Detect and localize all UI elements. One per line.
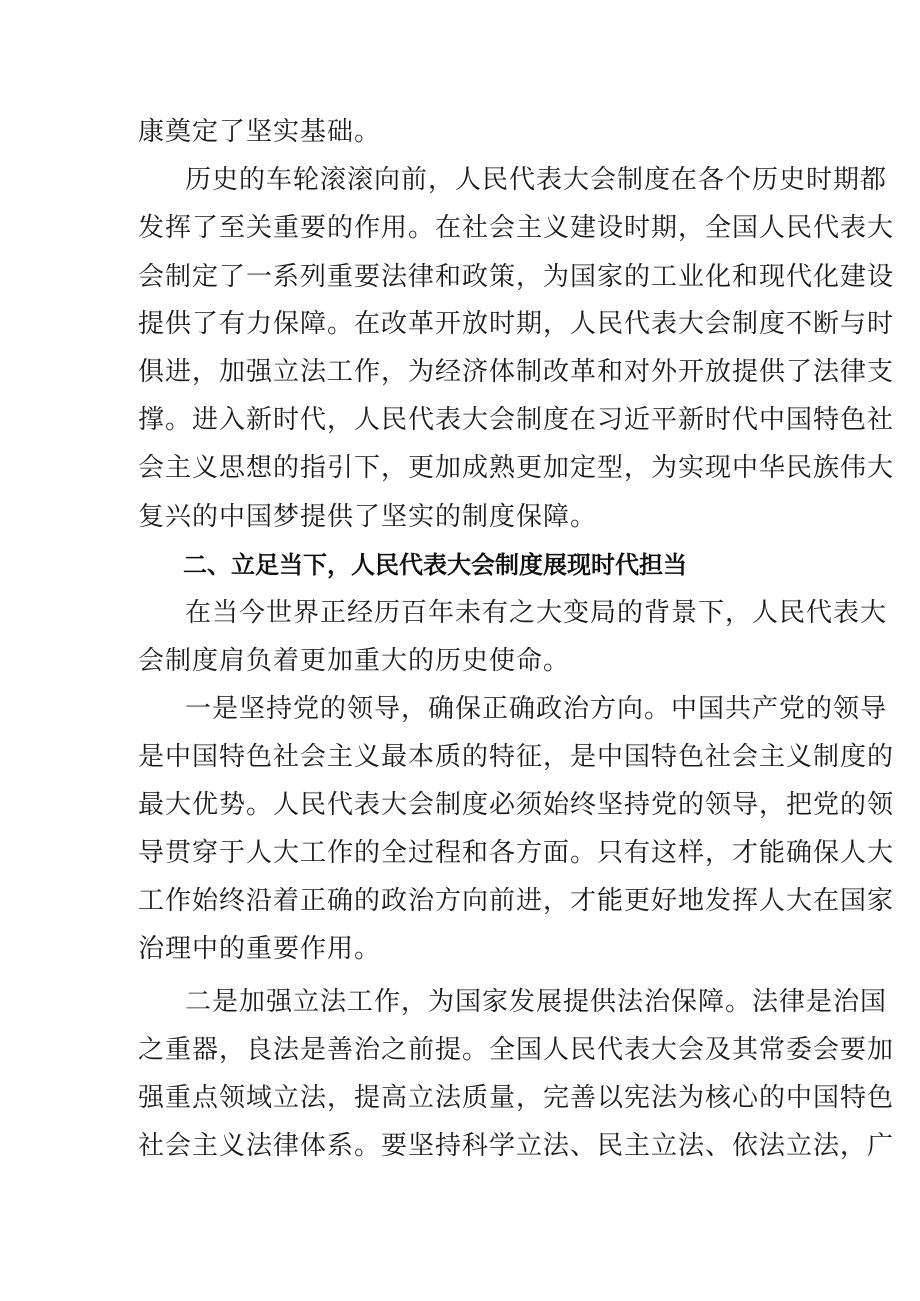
paragraph-line: 会制定了一系列重要法律和政策，为国家的工业化和现代化建设 — [138, 262, 895, 292]
paragraph-line: 强重点领域立法，提高立法质量，完善以宪法为核心的中国特色 — [138, 1083, 895, 1113]
paragraph-line: 提供了有力保障。在改革开放时期，人民代表大会制度不断与时 — [138, 309, 895, 339]
paragraph-line: 最大优势。人民代表大会制度必须始终坚持党的领导，把党的领 — [138, 790, 895, 820]
paragraph-line: 康奠定了坚实基础。 — [138, 117, 382, 147]
paragraph-line: 治理中的重要作用。 — [138, 934, 382, 964]
paragraph-line: 俱进，加强立法工作，为经济体制改革和对外开放提供了法律支 — [138, 357, 895, 387]
paragraph-line: 是中国特色社会主义最本质的特征，是中国特色社会主义制度的 — [138, 742, 895, 772]
paragraph-line: 会主义思想的指引下，更加成熟更加定型，为实现中华民族伟大 — [138, 453, 895, 483]
paragraph-line: 导贯穿于人大工作的全过程和各方面。只有这样，才能确保人大 — [138, 838, 895, 868]
paragraph-line: 发挥了至关重要的作用。在社会主义建设时期，全国人民代表大 — [138, 213, 895, 243]
paragraph-line: 一是坚持党的领导，确保正确政治方向。中国共产党的领导 — [185, 694, 888, 724]
paragraph-line: 社会主义法律体系。要坚持科学立法、民主立法、依法立法，广 — [138, 1131, 895, 1161]
paragraph-line: 复兴的中国梦提供了坚实的制度保障。 — [138, 502, 598, 532]
paragraph-line: 在当今世界正经历百年未有之大变局的背景下，人民代表大 — [185, 598, 888, 628]
paragraph-line: 二是加强立法工作，为国家发展提供法治保障。法律是治国 — [185, 987, 888, 1017]
section-heading: 二、立足当下，人民代表大会制度展现时代担当 — [183, 551, 687, 579]
paragraph-line: 工作始终沿着正确的政治方向前进，才能更好地发挥人大在国家 — [138, 886, 895, 916]
paragraph-line: 撑。进入新时代，人民代表大会制度在习近平新时代中国特色社 — [138, 405, 895, 435]
paragraph-line: 会制度肩负着更加重大的历史使命。 — [138, 646, 571, 676]
paragraph-line: 历史的车轮滚滚向前，人民代表大会制度在各个历史时期都 — [185, 165, 888, 195]
paragraph-line: 之重器，良法是善治之前提。全国人民代表大会及其常委会要加 — [138, 1035, 895, 1065]
